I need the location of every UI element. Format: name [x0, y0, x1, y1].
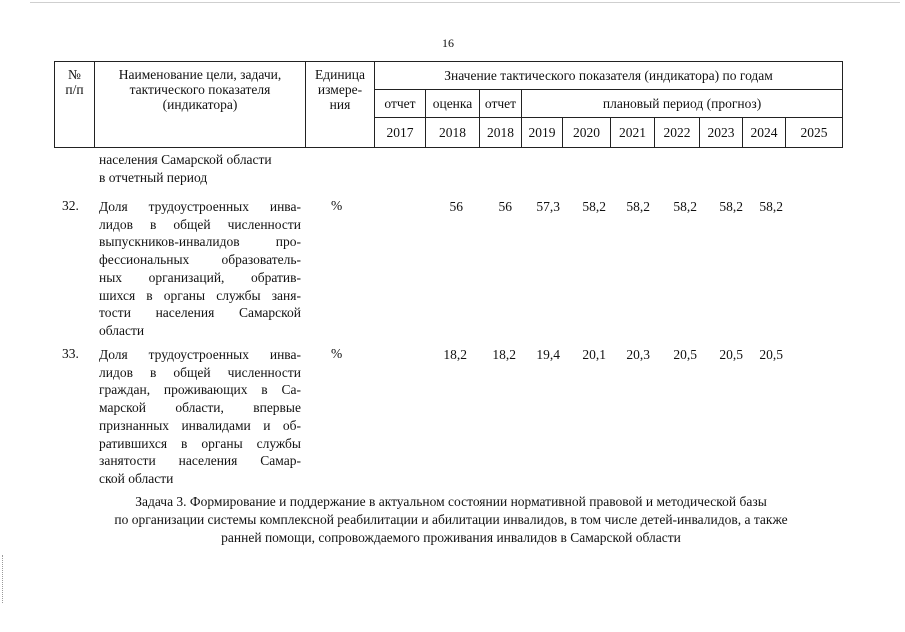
header-year: 2019: [522, 118, 563, 148]
header-num-label: №: [68, 67, 81, 82]
name-line: ской области: [99, 470, 174, 486]
name-word: Са-: [281, 382, 301, 398]
value-2018-estimate: 18,2: [443, 347, 467, 362]
header-year: 2017: [375, 118, 426, 148]
value-2020: 20,1: [582, 347, 606, 362]
header-table: [54, 61, 843, 148]
name-word: марской: [99, 400, 147, 416]
value-2019: 19,4: [536, 347, 560, 362]
name-word: трудоустроенных: [148, 347, 249, 362]
name-word: фессиональных: [99, 252, 190, 268]
header-values-label: Значение тактического показателя (индикатора) по годам: [375, 62, 843, 90]
name-word: органы: [163, 287, 206, 303]
name-word: выпускников-инвалидов: [99, 234, 240, 250]
value-2021: 58,2: [626, 199, 650, 214]
name-word: в: [261, 382, 268, 398]
name-word: в: [149, 364, 157, 380]
name-word: лидов: [99, 364, 133, 380]
value-2018-report: 56: [498, 199, 512, 214]
name-word: про-: [275, 234, 301, 250]
row-unit: %: [331, 346, 343, 361]
continuation-text: [99, 151, 301, 186]
header-col-report: отчет: [375, 90, 426, 118]
header-col-estimate: оценка: [426, 90, 480, 118]
value-2023: 58,2: [719, 199, 743, 214]
task-line: Задача 3. Формирование и поддержание в актуальном состоянии нормативной правовой и методической базы: [135, 494, 767, 509]
page-number: 16: [442, 36, 454, 50]
value-2021: 20,3: [626, 347, 650, 362]
header-year: 2024: [743, 118, 786, 148]
header-num-cell: [55, 62, 95, 148]
name-word: Доля: [99, 199, 128, 214]
value-2022: 58,2: [673, 199, 697, 214]
name-word: инва-: [269, 199, 301, 214]
name-word: области,: [175, 400, 224, 416]
name-word: организаций,: [148, 269, 225, 285]
value-2018-estimate: 56: [449, 199, 463, 214]
header-unit-line: Единица: [314, 67, 365, 82]
name-word: шихся: [99, 287, 136, 303]
header-name-cell: [95, 62, 306, 148]
value-2024: 58,2: [759, 199, 783, 214]
name-word: и: [263, 417, 271, 433]
name-word: в: [149, 216, 157, 232]
name-word: об-: [282, 417, 301, 433]
name-word: службы: [216, 287, 261, 303]
header-year: 2018: [480, 118, 522, 148]
name-word: населения: [155, 305, 215, 321]
header-year: 2018: [426, 118, 480, 148]
name-word: в: [181, 435, 188, 451]
name-word: заня-: [271, 287, 301, 303]
header-unit-cell: [306, 62, 375, 148]
name-word: службы: [256, 435, 301, 451]
name-word: численности: [227, 364, 301, 380]
row-number: 32.: [62, 198, 79, 213]
value-2018-report: 18,2: [492, 347, 516, 362]
name-word: инвалидами: [181, 417, 251, 433]
header-unit-line: ния: [329, 97, 351, 112]
header-unit-line: измере-: [317, 82, 363, 97]
name-word: численности: [227, 216, 301, 232]
row-indicator-name: [99, 198, 301, 340]
name-word: трудоустроенных: [148, 199, 249, 214]
name-word: в: [146, 287, 153, 303]
name-word: Доля: [99, 347, 128, 362]
header-year: 2023: [700, 118, 743, 148]
value-2020: 58,2: [582, 199, 606, 214]
name-word: занятости: [99, 453, 156, 469]
header-year: 2025: [786, 118, 843, 148]
task-line: ранней помощи, сопровождаемого проживания инвалидов в Самарской области: [221, 530, 681, 545]
name-word: образователь-: [221, 252, 301, 268]
name-word: ных: [99, 269, 123, 285]
name-word: Самарской: [238, 305, 301, 321]
row-indicator-name: [99, 346, 301, 488]
value-2023: 20,5: [719, 347, 743, 362]
value-2024: 20,5: [759, 347, 783, 362]
name-word: инва-: [269, 347, 301, 362]
task-line: по организации системы комплексной реабилитации и абилитации инвалидов, в том числе детей-инвалидов, а также: [114, 512, 788, 527]
name-word: общей: [173, 216, 211, 232]
header-year: 2020: [563, 118, 611, 148]
row-number: 33.: [62, 346, 79, 361]
name-word: тости: [99, 305, 131, 321]
header-col-report2: отчет: [480, 90, 522, 118]
header-year: 2021: [611, 118, 655, 148]
task-heading: [56, 493, 846, 547]
name-word: общей: [173, 364, 211, 380]
name-word: проживающих: [163, 382, 248, 398]
name-word: впервые: [253, 400, 301, 416]
name-word: органы: [201, 435, 243, 451]
value-2019: 57,3: [536, 199, 560, 214]
top-rule: [30, 2, 900, 3]
name-word: лидов: [99, 216, 133, 232]
value-2022: 20,5: [673, 347, 697, 362]
header-name-line: (индикатора): [162, 97, 238, 112]
header-name-line: тактического показателя: [129, 82, 271, 97]
name-word: признанных: [99, 417, 170, 433]
name-word: населения: [178, 453, 238, 469]
row-unit: %: [331, 198, 343, 213]
header-col-plan: плановый период (прогноз): [522, 90, 843, 118]
continuation-line: населения Самарской области: [99, 152, 272, 167]
name-word: Самар-: [260, 453, 301, 469]
header-num-label2: п/п: [65, 82, 84, 97]
header-year: 2022: [655, 118, 700, 148]
continuation-line: в отчетный период: [99, 169, 208, 185]
name-word: граждан,: [99, 382, 151, 398]
name-line: области: [99, 322, 145, 338]
name-word: обратив-: [250, 269, 301, 285]
margin-dots: [2, 555, 6, 603]
header-name-line: Наименование цели, задачи,: [118, 67, 282, 82]
name-word: ратившихся: [99, 435, 168, 451]
